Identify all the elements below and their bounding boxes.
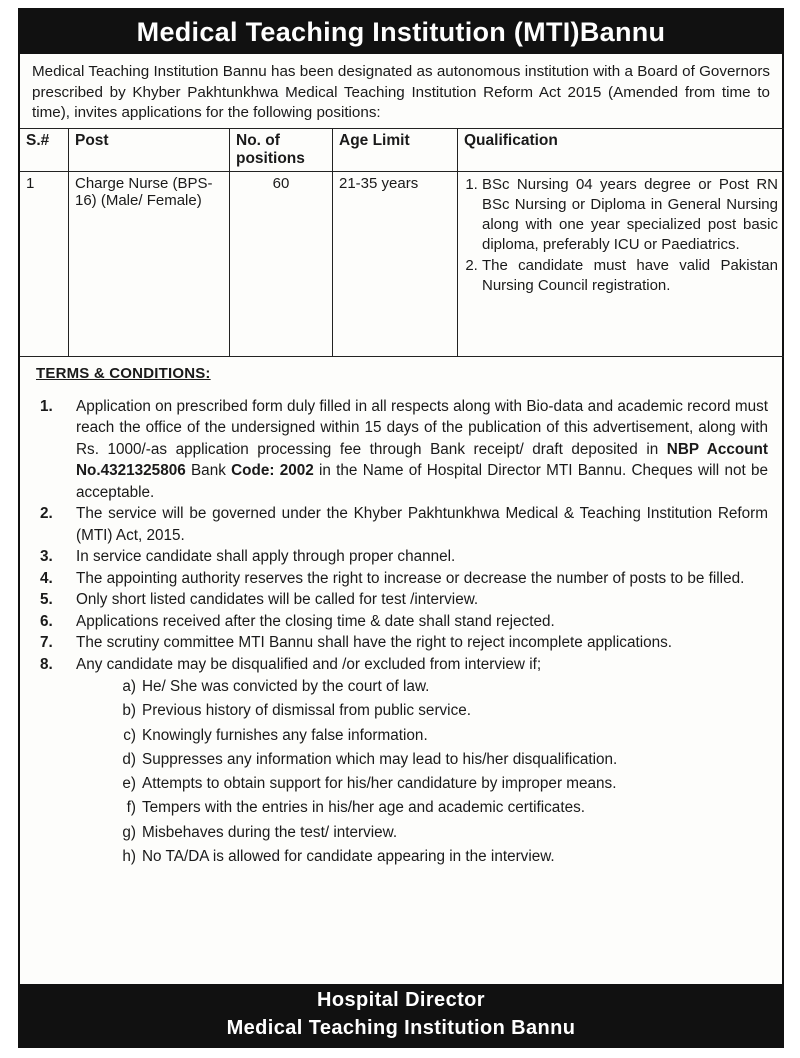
intro-paragraph: Medical Teaching Institution Bannu has been designated as autonomous institution with a Board of Governors prescribed by Khyber Pakhtunkhwa Medical Teaching Institution Reform Act 2015 (Amended from time to time), invites applications for the following positions: bbox=[32, 63, 770, 121]
term-item bbox=[34, 546, 768, 568]
terms-heading: TERMS & CONDITIONS: bbox=[36, 364, 211, 382]
subterm-text: Previous history of dismissal from public service. bbox=[142, 702, 471, 720]
subterm-text: No TA/DA is allowed for candidate appearing in the interview. bbox=[142, 848, 555, 866]
term-text: The scrutiny committee MTI Bannu shall have the right to reject incomplete applications. bbox=[76, 634, 673, 651]
term-text: Applications received after the closing time & date shall stand rejected. bbox=[76, 612, 555, 630]
subterm-letter: a) bbox=[122, 678, 136, 695]
cell-qualification bbox=[458, 171, 785, 356]
cell-post: Charge Nurse (BPS-16) (Male/ Female) bbox=[69, 171, 230, 356]
subterm-item bbox=[106, 845, 768, 869]
subterm-letter: d) bbox=[122, 750, 136, 768]
term-item bbox=[34, 503, 768, 546]
table-header-row bbox=[20, 128, 784, 171]
subterm-text: He/ She was convicted by the court of law. bbox=[142, 678, 430, 695]
qualification-item: 2. The candidate must have valid Pakistan Nursing Council registration. bbox=[482, 256, 778, 296]
terms-list bbox=[34, 396, 768, 870]
subterm-item bbox=[106, 748, 768, 772]
subterm-letter: b) bbox=[122, 702, 136, 720]
subterm-text: Suppresses any information which may lead to his/her disqualification. bbox=[142, 750, 618, 768]
subterm-text: Attempts to obtain support for his/her candidature by improper means. bbox=[142, 775, 617, 793]
term-text: In service candidate shall apply through proper channel. bbox=[76, 548, 456, 565]
term-text-part: Application on prescribed form duly filled in all respects along with Bio-data and academic record must reach the office of the undersigned within 15 days of the publication of this advertisement, along with Rs. 1000/-as application processing fee through Bank receipt/ draft deposited in bbox=[76, 397, 768, 458]
term-number: 1. bbox=[40, 397, 53, 415]
page-title: Medical Teaching Institution (MTI)Bannu bbox=[20, 10, 782, 54]
term-text bbox=[76, 396, 768, 504]
term-text: The appointing authority reserves the right to increase or decrease the number of posts to be filled. bbox=[76, 569, 745, 587]
header-sno: S.# bbox=[20, 128, 69, 171]
advertisement-page bbox=[18, 8, 784, 1048]
term-number: 7. bbox=[40, 634, 53, 651]
subterm-letter: e) bbox=[122, 775, 136, 793]
term-number: 8. bbox=[40, 655, 53, 673]
header-post: Post bbox=[69, 128, 230, 171]
term-number: 6. bbox=[40, 612, 53, 630]
header-positions: No. of positions bbox=[230, 128, 333, 171]
subterm-letter: c) bbox=[123, 726, 136, 744]
signatory-title: Hospital Director bbox=[317, 989, 485, 1011]
term-item bbox=[34, 396, 768, 504]
term-text-part: Bank bbox=[185, 462, 232, 479]
term-item bbox=[34, 589, 768, 611]
bank-account: NBP Account No.4321325806 bbox=[76, 440, 768, 479]
subterm-letter: f) bbox=[126, 799, 136, 817]
subterm-letter: g) bbox=[122, 823, 136, 841]
term-item bbox=[34, 611, 768, 633]
signatory-institution: Medical Teaching Institution Bannu bbox=[226, 1017, 576, 1039]
term-number: 4. bbox=[40, 569, 53, 587]
subterm-text: Knowingly furnishes any false information. bbox=[142, 726, 428, 744]
cell-age: 21-35 years bbox=[333, 171, 458, 356]
bank-code: Code: 2002 bbox=[231, 462, 314, 479]
term-text: Any candidate may be disqualified and /or excluded from interview if; bbox=[76, 655, 542, 673]
cell-positions: 60 bbox=[230, 171, 333, 356]
term-item bbox=[34, 654, 768, 676]
cell-sno: 1 bbox=[20, 171, 69, 356]
term-text: The service will be governed under the Khyber Pakhtunkhwa Medical & Teaching Institution Reform (MTI) Act, 2015. bbox=[76, 505, 768, 544]
term-number: 2. bbox=[40, 505, 53, 522]
qualification-item: 1. BSc Nursing 04 years degree or Post RN BSc Nursing or Diploma in General Nursing along with one year specialized post basic diploma, preferably ICU or Paediatrics. bbox=[482, 175, 778, 255]
term-text-part: in the Name of Hospital Director MTI Bannu. Cheques will not be acceptable. bbox=[76, 462, 768, 501]
subterm-letter: h) bbox=[122, 848, 136, 866]
term-item bbox=[34, 568, 768, 590]
term-item bbox=[34, 632, 768, 654]
subterm-item bbox=[106, 699, 768, 723]
qualification-list bbox=[464, 175, 778, 296]
subterm-item bbox=[106, 724, 768, 748]
subterm-item bbox=[106, 796, 768, 820]
header-age: Age Limit bbox=[333, 128, 458, 171]
subterm-item bbox=[106, 675, 768, 699]
term-text: Only short listed candidates will be called for test /interview. bbox=[76, 591, 479, 608]
subterm-item bbox=[106, 821, 768, 845]
subterm-item bbox=[106, 772, 768, 796]
table-row bbox=[20, 171, 784, 356]
term-number: 5. bbox=[40, 591, 53, 608]
term-number: 3. bbox=[40, 548, 53, 565]
signature-block bbox=[20, 984, 782, 1046]
positions-table bbox=[20, 128, 784, 357]
subterm-text: Tempers with the entries in his/her age and academic certificates. bbox=[142, 799, 585, 817]
header-qualification: Qualification bbox=[458, 128, 785, 171]
subterm-text: Misbehaves during the test/ interview. bbox=[142, 823, 398, 841]
